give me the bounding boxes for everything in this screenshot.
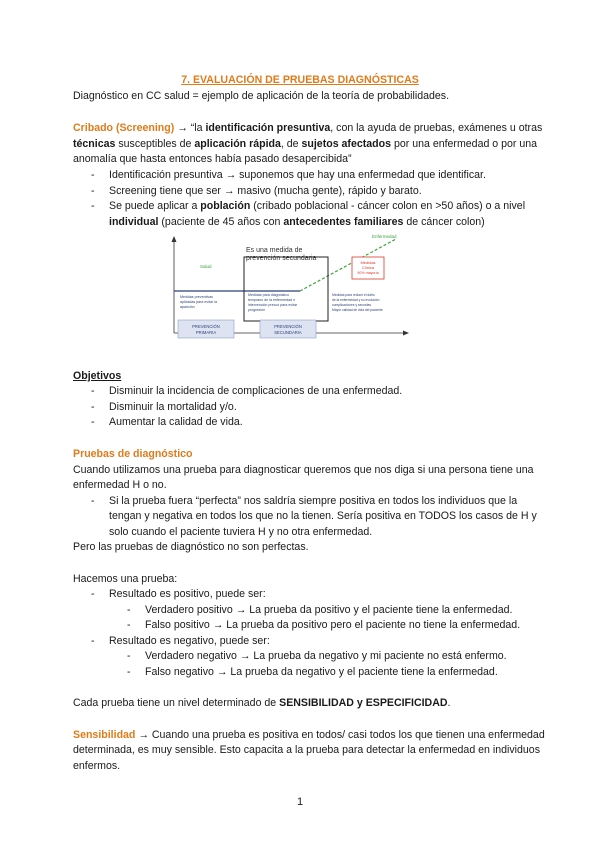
text-span: ESPECIFICIDAD (365, 697, 448, 709)
bullet-dash: - (91, 416, 95, 428)
text-span: de cáncer colon) (403, 216, 485, 228)
cribado-heading: Cribado (Screening) (73, 122, 175, 134)
bullet-dash: - (127, 666, 131, 678)
prev-prim-2: PRIMARIA (195, 330, 217, 335)
label-salud: Salud (200, 264, 212, 269)
left-text-2: aplicadas para evitar la (180, 300, 217, 304)
mid-text-3: intervención precoz para evitar (248, 303, 298, 307)
bullet-dash: - (91, 185, 95, 197)
text-span: individual (109, 216, 159, 228)
text-span: susceptibles de (115, 138, 195, 150)
box-title-1: Es una medida de (246, 247, 303, 254)
bullet-dash: - (127, 650, 131, 662)
prevention-diagram (160, 233, 410, 345)
hacemos-fp: Falso positivo → La prueba da positivo pero el paciente no tiene la enfermedad. (145, 619, 521, 631)
x-axis-arrow (403, 331, 409, 336)
hacemos-fn: Falso negativo → La prueba da negativo y el paciente tiene la enfermedad. (145, 666, 498, 678)
bullet-dash: - (127, 619, 131, 631)
bullet-dash: - (91, 200, 95, 212)
secondary-prevention-label-box (260, 320, 316, 338)
pruebas-bullet-3: solo cuando el paciente tuviera H y no otra enfermedad. (109, 526, 373, 538)
mid-text-4: progresión (248, 308, 265, 312)
cribado-bullet-3-cont (109, 215, 485, 229)
pruebas-p1b: enfermedad H o no. (73, 479, 167, 491)
cribado-line-2 (73, 137, 537, 151)
cribado-bullet-2: Screening tiene que ser → masivo (mucha gente), rápido y barato. (109, 185, 422, 197)
text-span: , de (280, 138, 302, 150)
box-title-2: prevención secundaria (246, 255, 317, 262)
text-span: antecedentes familiares (283, 216, 404, 228)
pruebas-p1a: Cuando utilizamos una prueba para diagnosticar queremos que nos diga si una persona tiene una (73, 464, 534, 476)
text-span: . (447, 697, 451, 709)
hacemos-vp: Verdadero positivo → La prueba da positivo y el paciente tiene la enfermedad. (145, 604, 513, 616)
bullet-dash: - (91, 635, 95, 647)
sensibilidad-heading: Sensibilidad (73, 729, 136, 741)
cada-prueba-text (73, 696, 450, 710)
page-title: 7. EVALUACIÓN DE PRUEBAS DIAGNÓSTICAS (181, 74, 419, 86)
objetivo-item: Disminuir la mortalidad y/o. (109, 401, 237, 413)
pruebas-bullet-1: Si la prueba fuera “perfecta” nos saldría siempre positiva en todos los individuos que la (109, 495, 518, 507)
bullet-dash: - (91, 588, 95, 600)
text-span: SENSIBILIDAD (279, 697, 354, 709)
pruebas-heading: Pruebas de diagnóstico (73, 448, 193, 460)
hacemos-intro: Hacemos una prueba: (73, 573, 178, 585)
sensibilidad-line-2: determinada, es muy sensible. Esto capacita a la prueba para detectar la enfermedad en individuos (73, 744, 540, 756)
intro-text: Diagnóstico en CC salud = ejemplo de aplicación de la teoría de probabilidades. (73, 90, 450, 102)
text-span: sujetos afectados (301, 138, 391, 150)
cribado-bullet-3 (109, 199, 525, 213)
hacemos-negativo: Resultado es negativo, puede ser: (109, 635, 270, 647)
hacemos-positivo: Resultado es positivo, puede ser: (109, 588, 266, 600)
text-span: población (200, 200, 251, 212)
objetivo-item: Disminuir la incidencia de complicaciones de una enfermedad. (109, 385, 403, 397)
right-text-1: Medidas para reducir el daño (332, 293, 375, 297)
bullet-dash: - (91, 385, 95, 397)
y-axis-arrow (172, 236, 177, 242)
bullet-dash: - (91, 169, 95, 181)
right-text-3: complicaciones y secuelas (332, 303, 372, 307)
clinica-text-3: 90% mayoría (357, 271, 379, 275)
text-span: , con la ayuda de pruebas, exámenes u otras (330, 122, 543, 134)
cribado-bullet-1: Identificación presuntiva → suponemos que hay una enfermedad que identificar. (109, 169, 486, 181)
objetivos-heading: Objetivos (73, 370, 122, 382)
text-span: identificación presuntiva (205, 122, 331, 134)
right-text-2: de la enfermedad y su evolución (332, 298, 380, 302)
text-span: y (353, 697, 366, 709)
clinica-text-2: Clínica (361, 265, 375, 270)
text-span: → “la (174, 122, 206, 134)
right-text-4: Mayor calidad de vida del paciente (332, 308, 383, 312)
prev-prim-1: PREVENCIÓN (192, 324, 220, 329)
bullet-dash: - (91, 495, 95, 507)
text-span: (cribado poblacional - cáncer colon en >50 años) o a nivel (250, 200, 526, 212)
pruebas-bullet-2: tengan y negativa en todos los que no la tienen. Sería positiva en TODOS los casos de H y (109, 510, 537, 522)
objetivo-item: Aumentar la calidad de vida. (109, 416, 243, 428)
left-text-3: aparición (180, 305, 195, 309)
text-span: por una enfermedad o por una (391, 138, 538, 150)
cribado-line-1 (73, 121, 542, 135)
pruebas-p2: Pero las pruebas de diagnóstico no son perfectas. (73, 541, 309, 553)
text-span: → Cuando una prueba es positiva en todos/ casi todos los que tienen una enfermedad (135, 729, 545, 741)
bullet-dash: - (127, 604, 131, 616)
cribado-line-3: anomalía que hasta entonces había pasado desapercibida” (73, 153, 352, 165)
prev-sec-1: PREVENCIÓN (274, 324, 302, 329)
left-text-1: Medidas preventivas (180, 295, 213, 299)
label-enfermedad: Enfermedad (372, 234, 397, 239)
text-span: Cada prueba tiene un nivel determinado de (73, 697, 280, 709)
primary-prevention-box (178, 320, 234, 338)
sensibilidad-line-1 (73, 728, 545, 742)
text-span: Se puede aplicar a (109, 200, 201, 212)
page-number: 1 (296, 796, 304, 808)
hacemos-vn: Verdadero negativo → La prueba da negativo y mi paciente no está enfermo. (145, 650, 507, 662)
prev-sec-2: SECUNDARIA (274, 330, 302, 335)
bullet-dash: - (91, 401, 95, 413)
clinica-text-1: Medidas (360, 260, 376, 265)
mid-text-2: temprano de la enfermedad e (248, 298, 296, 302)
text-span: aplicación rápida (194, 138, 281, 150)
sensibilidad-line-3: enfermos. (73, 760, 121, 772)
text-span: (paciente de 45 años con (158, 216, 284, 228)
mid-text-1: Medidas para diagnóstico (248, 293, 289, 297)
text-span: técnicas (73, 138, 116, 150)
